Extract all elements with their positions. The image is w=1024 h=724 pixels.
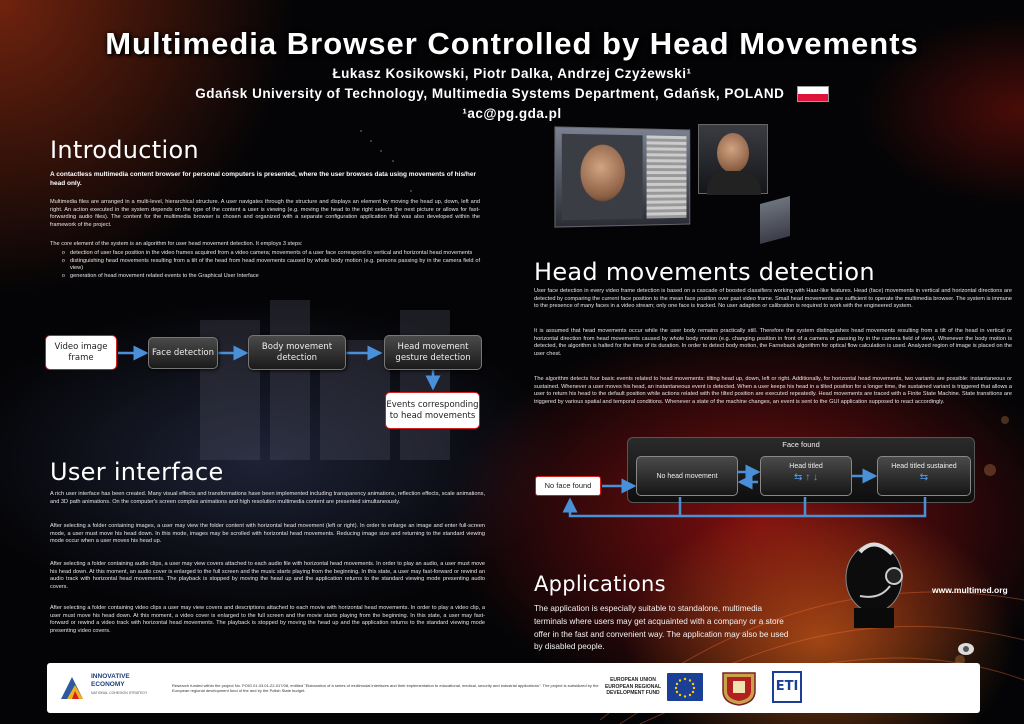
applications-heading: Applications — [534, 572, 666, 596]
website-url: www.multimed.org — [932, 585, 1008, 595]
pipeline-gesture-detection: Head movement gesture detection — [384, 335, 482, 370]
eu-fund-text — [603, 677, 663, 697]
list-item: o generation of head movement related events to the Graphical User Interface — [62, 273, 480, 281]
face-photo — [717, 133, 749, 173]
application-screenshot — [554, 126, 690, 227]
introduction-steps-list — [62, 250, 480, 280]
applications-text: The application is especially suitable to standalone, multimedia terminals where users may get acquainted with a company or a store offer in the fast and convenient way. The application may also be used by disabled people. — [534, 604, 789, 652]
ie-line-1: INNOVATIVE — [91, 673, 130, 680]
no-head-movement-state: No head movement — [636, 456, 738, 496]
footer-sponsors — [47, 663, 980, 713]
camera-preview — [562, 134, 643, 220]
innovative-economy-logo-icon — [57, 673, 87, 703]
eti-logo: ETI — [772, 671, 802, 703]
pipeline-events: Events corresponding to head movements — [385, 392, 480, 429]
introduction-paragraph: Multimedia files are arranged in a multi-level, hierarchical structure. A user navigates through the structure and displays an element by moving the head up, down, left and right. An action executed in the system depends on the type of the content a user is viewing (e.g. moving the head to the right selects the next picture or allows for fast-forwarding audio files). The content for the multimedia browser is chosen and organized with a separate configuration application that was also developed within the framework of the project. — [50, 199, 480, 228]
ui-paragraph-4: After selecting a folder containing video clips a user may view covers and descriptions attached to each movie with horizontal head movements. In order to play a video clip, a user must move his head down. At this moment, a video cover is enlarged to the full screen and the movie starts playing from the beginning. In this state, a user may fast-forward or rewind a video track with horizontal head movements. The playback is stopped by moving the head up and the application returns to the standard viewing mode presenting video covers. — [50, 605, 485, 634]
screen-reflection — [760, 196, 790, 244]
ui-paragraph-3: After selecting a folder containing audio clips, a user may view covers attached to each audio file with horizontal head movements. In order to play an audio, a user must move his head down. At this moment, an audio cover is enlarged to the full screen and the music starts playing from the beginning. In this state, a user may fast-forward or rewind an audio track with horizontal head movements. The playback is stopped by moving the head up and the application returns to the standard viewing mode presenting audio covers. — [50, 561, 485, 590]
state-machine-arrows — [530, 450, 980, 525]
eu-flag-icon — [667, 673, 703, 701]
poster-title: Multimedia Browser Controlled by Head Movements — [105, 26, 919, 61]
innovative-economy-text — [91, 673, 147, 697]
eu-line-2: EUROPEAN REGIONAL — [604, 683, 662, 690]
head-detection-heading: Head movements detection — [534, 258, 875, 286]
mouse-icon — [955, 640, 977, 658]
head-detection-paragraph-3: The algorithm detects four basic events related to head movements: tilting head up, down, left or right. Additionally, for horizontal head movements, two variants are possible: instantaneous or sustained. Whenever a user moves his head, an instantaneous event is detected. When a user keeps his head in a tilted position for a longer time, the sustained variant is triggered that allows a user to return his head to the default position while actions related with the tilted position are executed repeatedly. Head movements are traced with a Finite State Machine. State transitions are triggered by various spatial and temporal conditions. Whenever a state of the machine changes, an event is sent to the GUI application supposed to react accordingly. — [534, 376, 1012, 405]
affiliation: Gdańsk University of Technology, Multimedia Systems Department, Gdańsk, POLAND — [195, 86, 785, 101]
face-photo — [581, 144, 625, 201]
head-silhouette-icon — [830, 530, 922, 630]
direction-arrows-icon: ⇆ ↑ ↓ — [794, 472, 818, 483]
introduction-lead: A contactless multimedia content browser for personal computers is presented, where the user browses data using movements of his/her head only. — [50, 171, 476, 187]
ie-line-3: NATIONAL COHESION STRATEGY — [91, 691, 148, 695]
no-face-found-state: No face found — [535, 476, 601, 496]
contact-email: ¹ac@pg.gda.pl — [462, 106, 562, 121]
head-tilted-sustained-label: Head titled sustained — [891, 463, 957, 470]
eu-line-1: EUROPEAN UNION — [610, 677, 656, 683]
horizontal-arrows-icon: ⇆ — [919, 472, 929, 483]
shoulders — [707, 171, 761, 195]
list-item: o detection of user face position in the video frames acquired from a video camera; movements of a user face correspond to vertical and horizontal head movements — [62, 250, 480, 258]
head-detection-paragraph-2: It is assumed that head movements occur while the user body remains practically still. Therefore the system distinguishes head movements resulting from a tilt of the head in vertical or horizontal direction from head movements caused by whole body motion (e.g. changing position in front of a camera or passing by in the camera field of view). Whenever the body motion is detected, the algorithm is halted for the time of its duration. In order to detect body motion, the Farneback algorithm for optical flow calculation is used. Analyzed region of image is placed on the user chest. — [534, 328, 1012, 357]
ui-paragraph-2: After selecting a folder containing images, a user may view the folder content with horizontal head movement (left or right). In order to enlarge an image and enter full-screen mode, a user must move his head down. In this mode, images may be scrolled with horizontal head movements. Reducing image size and returning to the standard viewing mode occur when a user moves his head up. — [50, 523, 485, 545]
pomerania-coat-of-arms-icon — [719, 669, 759, 707]
settings-panel — [647, 135, 687, 218]
pipeline-face-detection: Face detection — [148, 337, 218, 369]
ui-paragraph-1: A rich user interface has been created. Many visual effects and transformations have been implemented including transparency animations, reflection effects, scale animations, and 3D path animations. On the computer's screen complex animations and high resolution multimedia content are presented simultaneously. — [50, 491, 485, 505]
affiliation-line — [0, 86, 1024, 102]
face-found-label: Face found — [782, 440, 820, 449]
pipeline-video-frame: Video image frame — [45, 335, 117, 370]
user-photo — [698, 124, 768, 194]
funding-note: Research funded within the project No. POIG.01.03.01-22-017/08, entitled "Elaboration of a series of multimodal interfaces and their implementation to educational, medical, security and industrial applications". The project is subsidized by the European regional development fund of the and by the Polish State budget. — [172, 683, 599, 694]
list-item: o distinguishing head movements resulting from a tilt of the head from head movements caused by whole body motion (e.g. persons passing by in the camera field of view) — [62, 258, 480, 273]
pipeline-body-movement: Body movement detection — [248, 335, 346, 370]
head-tilted-label: Head titled — [789, 463, 823, 470]
user-interface-heading: User interface — [50, 458, 224, 486]
ie-line-2: ECONOMY — [91, 681, 125, 688]
eu-line-3: DEVELOPMENT FUND — [606, 690, 660, 696]
polish-flag-icon — [797, 86, 829, 102]
head-detection-paragraph-1: User face detection in every video frame detection is based on a cascade of boosted classifiers working with Haar-like features. Head (face) movements in vertical and horizontal directions are detected by comparing the current face position to the mean face position over past video frame. Small head movements are sufficient to operate the multimedia browser. The system is immune to the presence of many faces in a video stream; only one face is tracked. No user adaption or calibration is required to work with the engineered system. — [534, 288, 1012, 310]
authors: Łukasz Kosikowski, Piotr Dalka, Andrzej Czyżewski¹ — [332, 66, 692, 81]
introduction-heading: Introduction — [50, 136, 199, 164]
introduction-steps-intro: The core element of the system is an algorithm for user head movement detection. It employs 3 steps: — [50, 241, 303, 247]
